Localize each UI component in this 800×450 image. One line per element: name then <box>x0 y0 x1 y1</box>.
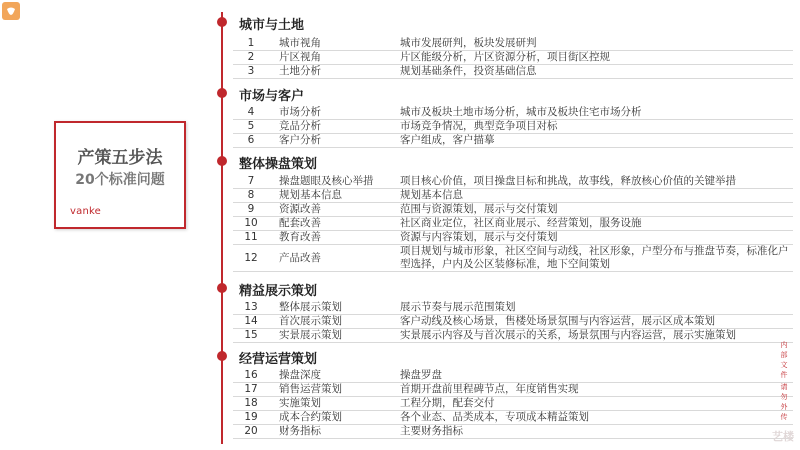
row-name: 实施策划 <box>279 397 321 409</box>
row-name: 首次展示策划 <box>279 315 342 327</box>
table-row <box>233 301 793 315</box>
brand-logo-text: vanke <box>70 206 101 217</box>
row-description: 展示节奏与展示范围策划 <box>400 301 516 313</box>
row-name: 操盘深度 <box>279 369 321 381</box>
row-number: 1 <box>247 37 255 49</box>
summary-card <box>54 121 186 229</box>
row-number: 8 <box>247 189 255 201</box>
table-row <box>233 369 793 383</box>
row-description: 实景展示内容及与首次展示的关系，场景氛围与内容运营，展示实施策划 <box>400 329 736 341</box>
row-name: 片区视角 <box>279 51 321 63</box>
row-number: 13 <box>244 301 258 313</box>
section-dot <box>217 88 227 98</box>
section-title: 城市与土地 <box>239 18 305 33</box>
table-row <box>233 106 793 120</box>
row-number: 6 <box>247 134 255 146</box>
table-row <box>233 217 793 231</box>
section-dot <box>217 351 227 361</box>
section-title: 经营运营策划 <box>239 352 318 367</box>
corner-watermark: 艺楼 <box>772 430 794 443</box>
table-row <box>233 189 793 203</box>
row-description: 首期开盘前里程碑节点，年度销售实现 <box>400 383 579 395</box>
row-description: 项目规划与城市形象，社区空间与动线，社区形象，户型分布与推盘节奏，标准化户型选择，户内及公区装修标准，地下空间策划 <box>400 245 789 270</box>
row-name: 配套改善 <box>279 217 321 229</box>
row-number: 20 <box>244 425 258 437</box>
row-description: 操盘罗盘 <box>400 369 442 381</box>
row-name: 教育改善 <box>279 231 321 243</box>
row-number: 7 <box>247 175 255 187</box>
row-name: 城市视角 <box>279 37 321 49</box>
table-row <box>233 411 793 425</box>
row-number: 19 <box>244 411 258 423</box>
table-row <box>233 231 793 245</box>
row-description: 片区能级分析，片区资源分析，项目街区控规 <box>400 51 610 63</box>
row-number: 3 <box>247 65 255 77</box>
card-subtitle: 20个标准问题 <box>75 172 165 188</box>
row-number: 10 <box>244 217 258 229</box>
row-description: 规划基本信息 <box>400 189 463 201</box>
row-number: 17 <box>244 383 258 395</box>
row-description: 资源与内容策划，展示与交付策划 <box>400 231 558 243</box>
row-description: 客户动线及核心场景，售楼处场景氛围与内容运营，展示区成本策划 <box>400 315 715 327</box>
table-row <box>233 425 793 439</box>
row-name: 客户分析 <box>279 134 321 146</box>
table-row <box>233 37 793 51</box>
row-name: 资源改善 <box>279 203 321 215</box>
row-name: 土地分析 <box>279 65 321 77</box>
row-name: 实景展示策划 <box>279 329 342 341</box>
table-row <box>233 51 793 65</box>
row-description: 市场竞争情况，典型竞争项目对标 <box>400 120 558 132</box>
row-description: 社区商业定位，社区商业展示、经营策划，服务设施 <box>400 217 642 229</box>
table-row <box>233 397 793 411</box>
side-note-internal: 内部文件 <box>780 341 788 379</box>
row-description: 城市发展研判，板块发展研判 <box>400 37 537 49</box>
row-number: 4 <box>247 106 255 118</box>
row-description: 各个业态、品类成本，专项成本精益策划 <box>400 411 589 423</box>
row-description: 主要财务指标 <box>400 425 463 437</box>
row-name: 竞品分析 <box>279 120 321 132</box>
row-number: 14 <box>244 315 258 327</box>
row-description: 客户组成，客户描摹 <box>400 134 495 146</box>
row-description: 项目核心价值，项目操盘目标和挑战，故事线，释放核心价值的关键举措 <box>400 175 736 187</box>
section-rows-5 <box>233 369 793 439</box>
row-name: 销售运营策划 <box>279 383 342 395</box>
table-row <box>233 134 793 148</box>
row-number: 2 <box>247 51 255 63</box>
section-dot <box>217 17 227 27</box>
row-number: 18 <box>244 397 258 409</box>
timeline-line <box>221 12 223 444</box>
row-number: 16 <box>244 369 258 381</box>
table-row <box>233 329 793 343</box>
section-rows-4 <box>233 301 793 343</box>
section-rows-2 <box>233 106 793 148</box>
row-name: 整体展示策划 <box>279 301 342 313</box>
side-note-confidential: 请勿外传 <box>780 383 788 421</box>
row-name: 规划基本信息 <box>279 189 342 201</box>
table-row <box>233 175 793 189</box>
row-name: 产品改善 <box>279 252 321 264</box>
table-row <box>233 315 793 329</box>
row-description: 规划基础条件，投资基础信息 <box>400 65 537 77</box>
table-row <box>233 120 793 134</box>
row-number: 9 <box>247 203 255 215</box>
section-rows-1 <box>233 37 793 79</box>
row-name: 操盘题眼及核心举措 <box>279 175 374 187</box>
row-number: 5 <box>247 120 255 132</box>
section-title: 整体操盘策划 <box>239 157 318 172</box>
row-number: 15 <box>244 329 258 341</box>
row-number: 11 <box>244 231 258 243</box>
row-number: 12 <box>244 252 258 264</box>
row-name: 市场分析 <box>279 106 321 118</box>
row-description: 范围与资源策划，展示与交付策划 <box>400 203 558 215</box>
table-row <box>233 245 793 272</box>
section-rows-3 <box>233 175 793 272</box>
app-logo-icon <box>2 2 20 20</box>
row-description: 城市及板块土地市场分析，城市及板块住宅市场分析 <box>400 106 642 118</box>
section-dot <box>217 283 227 293</box>
table-row <box>233 203 793 217</box>
row-name: 成本合约策划 <box>279 411 342 423</box>
row-name: 财务指标 <box>279 425 321 437</box>
section-dot <box>217 156 227 166</box>
card-title: 产策五步法 <box>77 148 163 168</box>
section-title: 市场与客户 <box>239 89 305 104</box>
table-row <box>233 383 793 397</box>
row-description: 工程分期，配套交付 <box>400 397 495 409</box>
table-row <box>233 65 793 79</box>
section-title: 精益展示策划 <box>239 284 318 299</box>
